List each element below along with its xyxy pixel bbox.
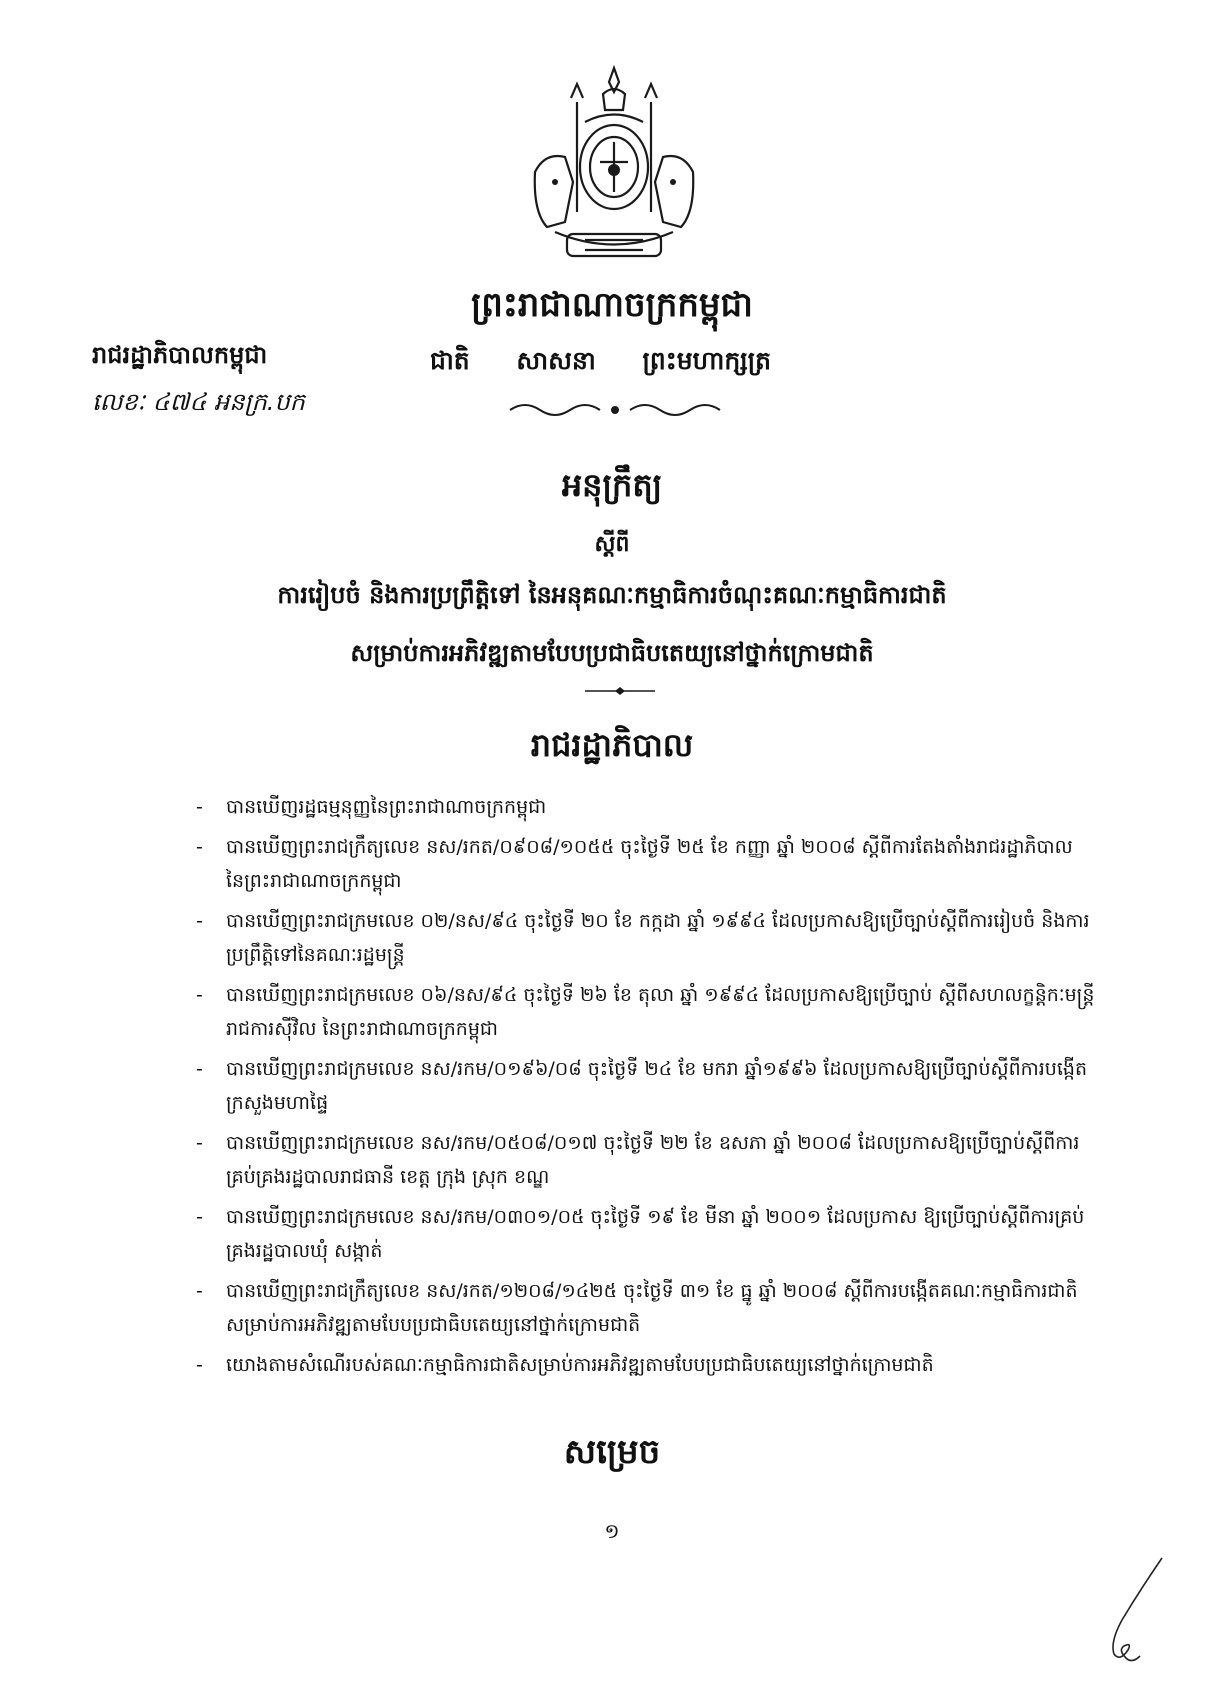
national-motto — [430, 346, 809, 382]
consideration-item: - បានឃើញព្រះរាជក្រឹត្យលេខ នស/រកត/១២០៨/១៤២៥ ចុះថ្ងៃទី ៣១ ខែ ធ្នូ ឆ្នាំ ២០០៨ ស្តីពីការបង្កើតគណៈកម្មាធិការជាតិសម្រាប់ការអភិវឌ្ឍតាមបែបប្រជាធិបតេយ្យនៅថ្នាក់ក្រោមជាតិ — [226, 1274, 1096, 1342]
title-line-1: ការរៀបចំ និងការប្រព្រឹត្តិទៅ នៃអនុគណៈកម្មាធិការចំណុះគណៈកម្មាធិការជាតិ — [277, 581, 947, 609]
consideration-item: - យោងតាមសំណើរបស់គណៈកម្មាធិការជាតិសម្រាប់ការអភិវឌ្ឍតាមបែបប្រជាធិបតេយ្យនៅថ្នាក់ក្រោមជាតិ — [226, 1348, 1096, 1382]
consideration-item: - បានឃើញព្រះរាជក្រមលេខ ០២/នស/៩៤ ចុះថ្ងៃទី ២០ ខែ កក្កដា ឆ្នាំ ១៩៩៤ ដែលប្រកាសឱ្យប្រើច្បាប់ស្តីពីការរៀបចំ និងការប្រព្រឹត្តិទៅនៃគណៈរដ្ឋមន្ត្រី — [226, 904, 1096, 972]
page-number: ១ — [604, 1519, 620, 1543]
document-number: លេខៈ ៤៧៤ អនក្រ.បក — [92, 388, 305, 416]
consideration-item: - បានឃើញព្រះរាជក្រមលេខ ០៦/នស/៩៤ ចុះថ្ងៃទី ២៦ ខែ តុលា ឆ្នាំ ១៩៩៤ ដែលប្រកាសឱ្យប្រើច្បាប់ ស្តីពីសហលក្ខន្តិកៈមន្ត្រីរាជការស៊ីវិល នៃព្រះរាជាណាចក្រកម្ពុជា — [226, 978, 1096, 1046]
consideration-item: - បានឃើញព្រះរាជក្រមលេខ នស/រកម/០៣០១/០៥ ចុះថ្ងៃទី ១៩ ខែ មីនា ឆ្នាំ ២០០១ ដែលប្រកាស ឱ្យប្រើច្បាប់ស្តីពីការគ្រប់គ្រងរដ្ឋបាលឃុំ សង្កាត់ — [226, 1200, 1096, 1268]
document-type: អនុក្រឹត្យ — [561, 466, 663, 504]
motto-religion: សាសនា — [516, 346, 596, 375]
issuing-government: រាជរដ្ឋាភិបាលកម្ពុជា — [92, 341, 268, 369]
consideration-item: - បានឃើញរដ្ឋធម្មនុញ្ញនៃព្រះរាជាណាចក្រកម្ពុជា — [226, 790, 1096, 824]
consideration-item: - បានឃើញព្រះរាជក្រមលេខ នស/រកម/០១៩៦/០៨ ចុះថ្ងៃទី ២៤ ខែ មករា ឆ្នាំ១៩៩៦ ដែលប្រកាសឱ្យប្រើច្បាប់ស្តីពីការបង្កើតក្រសួងមហាផ្ទៃ — [226, 1052, 1096, 1120]
signature-mark — [1070, 1550, 1180, 1670]
decision-heading: សម្រេច — [563, 1432, 661, 1472]
title-divider — [585, 686, 655, 696]
issuer-heading: រាជរដ្ឋាភិបាល — [530, 726, 694, 764]
motto-nation: ជាតិ — [430, 346, 470, 375]
title-line-2: សម្រាប់ការអភិវឌ្ឍតាមបែបប្រជាធិបតេយ្យនៅថ្នាក់ក្រោមជាតិ — [350, 639, 874, 667]
consideration-item: - បានឃើញព្រះរាជក្រឹត្យលេខ នស/រកត/០៩០៨/១០៥៥ ចុះថ្ងៃទី ២៥ ខែ កញ្ញា ឆ្នាំ ២០០៨ ស្តីពីការតែងតាំងរាជរដ្ឋាភិបាល នៃព្រះរាជាណាចក្រកម្ពុជា — [226, 830, 1096, 898]
subject-label: ស្តីពី — [594, 532, 630, 557]
considerations-list — [226, 790, 1096, 1388]
consideration-item: - បានឃើញព្រះរាជក្រមលេខ នស/រកម/០៥០៨/០១៧ ចុះថ្ងៃទី ២២ ខែ ឧសភា ឆ្នាំ ២០០៨ ដែលប្រកាសឱ្យប្រើច្បាប់ស្តីពីការគ្រប់គ្រងរដ្ឋបាលរាជធានី ខេត្ត ក្រុង ស្រុក ខណ្ឌ — [226, 1126, 1096, 1194]
kingdom-heading: ព្រះរាជាណាចក្រកម្ពុជា — [471, 285, 753, 325]
motto-king: ព្រះមហាក្សត្រ — [642, 346, 772, 375]
royal-arms-icon — [525, 62, 703, 270]
ornament-divider-icon — [505, 400, 725, 420]
